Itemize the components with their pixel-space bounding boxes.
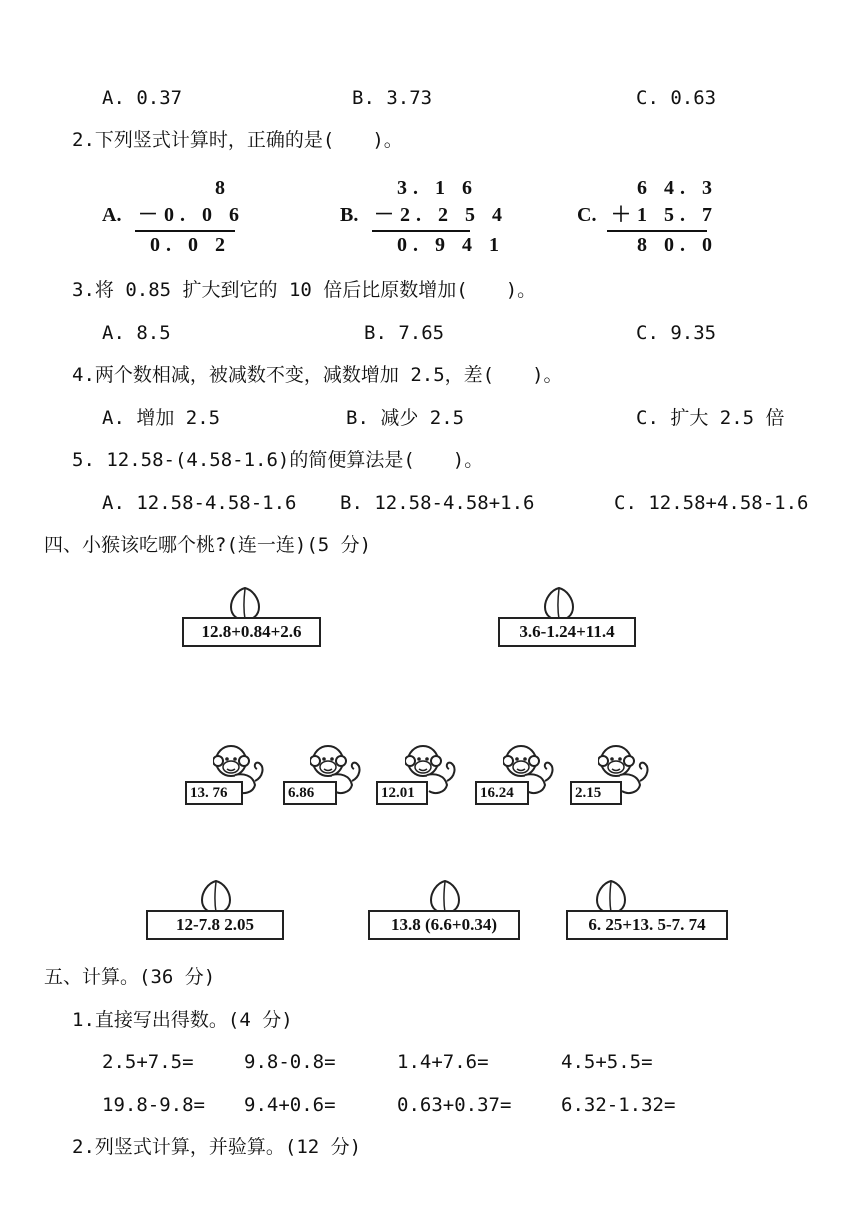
q2-c-rule <box>607 230 707 232</box>
calc-2-2: 9.4+0.6= <box>244 1094 336 1116</box>
q2-c-label: C. <box>577 204 597 226</box>
q2-b-label: B. <box>340 204 359 226</box>
peach-icon <box>428 878 462 914</box>
q2-a-rule <box>135 230 235 232</box>
q2-b-mid: －2. 2 5 4 <box>374 204 508 226</box>
monkey-number-4[interactable]: 16.24 <box>475 781 529 805</box>
q2-stem: 2.下列竖式计算时，正确的是( )。 <box>72 129 403 151</box>
q2-a-top: 8 <box>215 177 231 199</box>
monkey-number-2[interactable]: 6.86 <box>283 781 337 805</box>
q3-option-b: B. 7.65 <box>364 322 445 344</box>
q4-stem: 4.两个数相减，被减数不变，减数增加 2.5，差( )。 <box>72 364 563 386</box>
q2-b-rule <box>372 230 470 232</box>
section5-title: 五、计算。(36 分) <box>44 966 216 988</box>
q2-b-top: 3. 1 6 <box>397 177 478 199</box>
q2-a-mid: －0. 0 6 <box>138 204 245 226</box>
q3-option-c: C. 9.35 <box>636 322 717 344</box>
peach-icon <box>199 878 233 914</box>
calc-1-2: 9.8-0.8= <box>244 1051 336 1073</box>
monkey-number-3[interactable]: 12.01 <box>376 781 428 805</box>
calc-1-3: 1.4+7.6= <box>397 1051 489 1073</box>
peach-icon <box>228 585 262 621</box>
monkey-number-1[interactable]: 13. 76 <box>185 781 243 805</box>
q3-stem: 3.将 0.85 扩大到它的 10 倍后比原数增加( )。 <box>72 279 537 301</box>
q1-option-c: C. 0.63 <box>636 87 717 109</box>
q3-option-a: A. 8.5 <box>102 322 171 344</box>
q4-option-a: A. 增加 2.5 <box>102 407 221 429</box>
q4-option-b: B. 减少 2.5 <box>346 407 465 429</box>
section5-sub1: 1.直接写出得数。(4 分) <box>72 1009 293 1031</box>
peach-top-expression-2[interactable]: 3.6-1.24+11.4 <box>498 617 636 647</box>
q1-option-b: B. 3.73 <box>352 87 433 109</box>
q5-option-c: C. 12.58+4.58-1.6 <box>614 492 809 514</box>
q2-b-result: 0. 9 4 1 <box>397 234 505 256</box>
peach-top-expression-1[interactable]: 12.8+0.84+2.6 <box>182 617 321 647</box>
peach-bottom-expression-1[interactable]: 12-7.8 2.05 <box>146 910 284 940</box>
calc-1-4: 4.5+5.5= <box>561 1051 653 1073</box>
q5-option-a: A. 12.58-4.58-1.6 <box>102 492 297 514</box>
peach-bottom-expression-3[interactable]: 6. 25+13. 5-7. 74 <box>566 910 728 940</box>
q5-stem: 5. 12.58-(4.58-1.6)的简便算法是( )。 <box>72 449 484 471</box>
monkey-number-5[interactable]: 2.15 <box>570 781 622 805</box>
q1-option-a: A. 0.37 <box>102 87 183 109</box>
section5-sub2: 2.列竖式计算，并验算。(12 分) <box>72 1136 362 1158</box>
q5-option-b: B. 12.58-4.58+1.6 <box>340 492 535 514</box>
q2-a-result: 0. 0 2 <box>150 234 231 256</box>
calc-2-1: 19.8-9.8= <box>102 1094 205 1116</box>
peach-bottom-expression-2[interactable]: 13.8 (6.6+0.34) <box>368 910 520 940</box>
q2-c-top: 6 4. 3 <box>637 177 718 199</box>
q2-c-result: 8 0. 0 <box>637 234 718 256</box>
peach-icon <box>542 585 576 621</box>
calc-1-1: 2.5+7.5= <box>102 1051 194 1073</box>
calc-2-4: 6.32-1.32= <box>561 1094 676 1116</box>
peach-icon <box>594 878 628 914</box>
q2-a-label: A. <box>102 204 122 226</box>
q4-option-c: C. 扩大 2.5 倍 <box>636 407 785 429</box>
q2-c-mid: ＋1 5. 7 <box>611 204 718 226</box>
section4-title: 四、小猴该吃哪个桃?(连一连)(5 分) <box>44 534 372 556</box>
calc-2-3: 0.63+0.37= <box>397 1094 512 1116</box>
